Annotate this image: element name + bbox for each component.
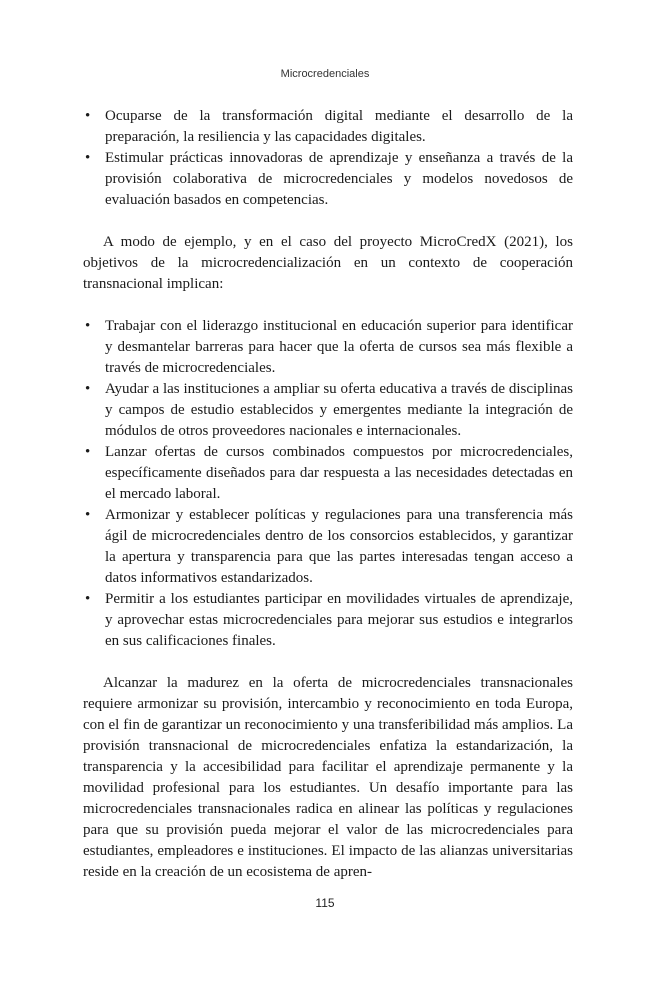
paragraph-body: Alcanzar la madurez en la oferta de microcredenciales transnacionales requiere armonizar su provisión, intercambio y reconocimiento en toda Europa, con el fin de garantizar un reconocimiento y una transferibilidad más amplios. La provisión transnacional de microcredenciales enfatiza la estandarización, la transparencia y la accesibilidad para facilitar el aprendizaje permanente y la movilidad profesional para los estudiantes. Un desafío importante para las microcredenciales transnacionales radica en alinear las políticas y regulaciones para que su provisión pueda mejorar el valor de las microcredenciales para estudiantes, empleadores e instituciones. El impacto de las alianzas universitarias reside en la creación de un ecosistema de apren- xyxy=(83,675,573,880)
page-number: 115 xyxy=(315,896,335,910)
page-body xyxy=(83,106,573,883)
paragraph-intro: A modo de ejemplo, y en el caso del proyecto MicroCredX (2021), los objetivos de la microcredencialización en un contexto de cooperación transnacional implican: xyxy=(83,234,573,292)
list-item: • Ayudar a las instituciones a ampliar su oferta educativa a través de disciplinas y campos de estudio establecidos y emergentes mediante la integración de módulos de otros proveedores nacionales e internacionales. xyxy=(83,379,573,442)
running-header: Microcredenciales xyxy=(280,68,370,80)
list-item: • Estimular prácticas innovadoras de aprendizaje y enseñanza a través de la provisión colaborativa de microcredenciales y modelos novedosos de evaluación basados en competencias. xyxy=(83,148,573,211)
bullet-list-objectives xyxy=(83,316,573,652)
spacer xyxy=(83,211,573,232)
list-item: • Lanzar ofertas de cursos combinados compuestos por microcredenciales, específicamente diseñados para dar respuesta a las necesidades detectadas en el mercado laboral. xyxy=(83,442,573,505)
list-item: • Ocuparse de la transformación digital mediante el desarrollo de la preparación, la resiliencia y las capacidades digitales. xyxy=(83,106,573,148)
list-item: • Armonizar y establecer políticas y regulaciones para una transferencia más ágil de microcredenciales dentro de los consorcios establecidos, y garantizar la apertura y transparencia para que las partes interesadas tengan acceso a datos informativos estandarizados. xyxy=(83,505,573,589)
spacer xyxy=(83,652,573,673)
bullet-list-goals xyxy=(83,106,573,211)
list-item: • Trabajar con el liderazgo institucional en educación superior para identificar y desmantelar barreras para hacer que la oferta de cursos sea más flexible a través de microcredenciales. xyxy=(83,316,573,379)
list-item: • Permitir a los estudiantes participar en movilidades virtuales de aprendizaje, y aprovechar estas microcredenciales para mejorar sus estudios e integrarlos en sus calificaciones finales. xyxy=(83,589,573,652)
spacer xyxy=(83,295,573,316)
